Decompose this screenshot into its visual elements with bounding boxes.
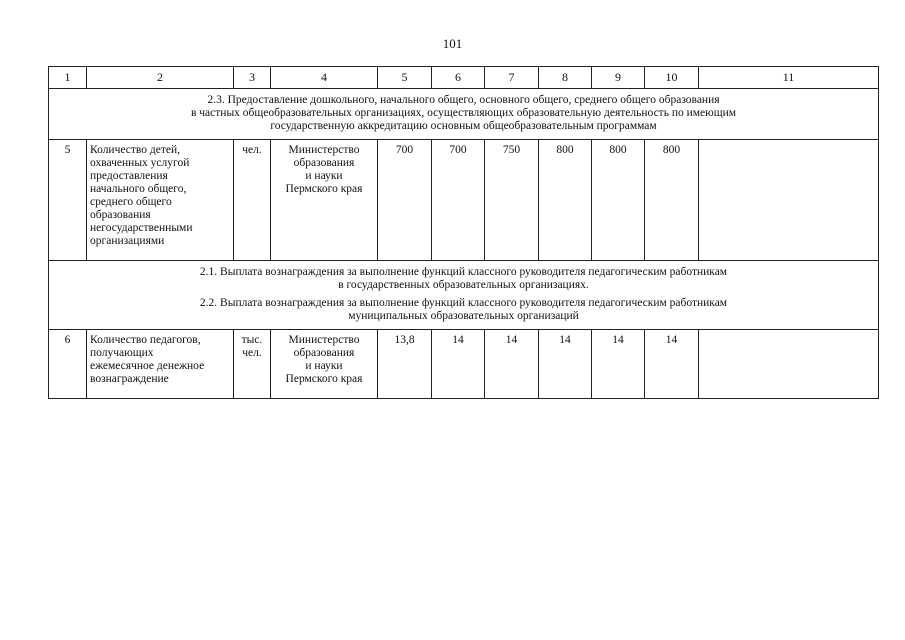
- indicator-table: [48, 66, 879, 399]
- table-row: [49, 140, 879, 261]
- value-cell: 14: [592, 330, 645, 399]
- value-cell: 800: [539, 140, 592, 261]
- column-header: 8: [539, 67, 592, 89]
- indicator-name-line: ежемесячное денежное: [90, 360, 205, 372]
- organization-line: Министерство: [288, 334, 360, 346]
- section-heading-line: 2.2. Выплата вознаграждения за выполнение функций классного руководителя педагогическим работникам: [199, 297, 728, 309]
- organization-line: и науки: [305, 360, 343, 372]
- indicator-name-line: негосударственными: [90, 222, 193, 234]
- unit: [234, 330, 271, 399]
- indicator-name: [87, 140, 234, 261]
- table-header-row: [49, 67, 879, 89]
- value-cell: 14: [432, 330, 485, 399]
- indicator-name-line: начального общего,: [90, 183, 187, 195]
- organization-line: Пермского края: [285, 183, 363, 195]
- section-heading-row: [49, 89, 879, 140]
- page-number: 101: [442, 36, 463, 51]
- organization-line: Министерство: [288, 144, 360, 156]
- unit: [234, 140, 271, 261]
- section-heading-line: в частных общеобразовательных организациях, осуществляющих образовательную деятельность по имеющим: [190, 107, 737, 119]
- value-cell: 800: [592, 140, 645, 261]
- section-heading-line: муниципальных образовательных организаций: [348, 310, 579, 322]
- section-heading-2-1-2-2: [49, 261, 879, 330]
- value-cell: 750: [485, 140, 539, 261]
- organization-line: образования: [293, 347, 355, 359]
- responsible-organization: [271, 330, 378, 399]
- table-row: [49, 330, 879, 399]
- row-number: 5: [49, 140, 87, 261]
- section-heading-line: 2.1. Выплата вознаграждения за выполнение функций классного руководителя педагогическим работникам: [199, 266, 728, 278]
- note-cell: [699, 330, 879, 399]
- organization-line: образования: [293, 157, 355, 169]
- column-header: 2: [87, 67, 234, 89]
- indicator-name-line: Количество детей,: [90, 144, 180, 156]
- section-heading-row: [49, 261, 879, 330]
- value-cell: 14: [485, 330, 539, 399]
- section-heading-line: государственную аккредитацию основным общеобразовательным программам: [270, 120, 657, 132]
- indicator-name-line: получающих: [90, 347, 154, 359]
- section-heading-line: в государственных образовательных организациях.: [338, 279, 589, 291]
- column-header: 9: [592, 67, 645, 89]
- value-cell: 700: [432, 140, 485, 261]
- column-header: 10: [645, 67, 699, 89]
- organization-line: и науки: [305, 170, 343, 182]
- column-header: 5: [378, 67, 432, 89]
- column-header: 4: [271, 67, 378, 89]
- unit-line: тыс.: [241, 334, 263, 346]
- indicator-name-line: охваченных услугой: [90, 157, 190, 169]
- indicator-name-line: организациями: [90, 235, 165, 247]
- value-cell: 14: [645, 330, 699, 399]
- indicator-name-line: образования: [90, 209, 151, 221]
- section-heading-line: 2.3. Предоставление дошкольного, начального общего, основного общего, среднего общего образования: [207, 94, 720, 106]
- indicator-name-line: среднего общего: [90, 196, 172, 208]
- value-cell: 700: [378, 140, 432, 261]
- value-cell: 14: [539, 330, 592, 399]
- value-cell: 800: [645, 140, 699, 261]
- column-header: 3: [234, 67, 271, 89]
- organization-line: Пермского края: [285, 373, 363, 385]
- responsible-organization: [271, 140, 378, 261]
- note-cell: [699, 140, 879, 261]
- section-heading-2-3: [49, 89, 879, 140]
- value-cell: 13,8: [378, 330, 432, 399]
- indicator-name-line: предоставления: [90, 170, 168, 182]
- indicator-name-line: Количество педагогов,: [90, 334, 201, 346]
- column-header: 11: [699, 67, 879, 89]
- unit-line: чел.: [242, 144, 262, 156]
- column-header: 1: [49, 67, 87, 89]
- unit-line: чел.: [242, 347, 262, 359]
- row-number: 6: [49, 330, 87, 399]
- column-header: 7: [485, 67, 539, 89]
- indicator-name-line: вознаграждение: [90, 373, 169, 385]
- column-header: 6: [432, 67, 485, 89]
- indicator-name: [87, 330, 234, 399]
